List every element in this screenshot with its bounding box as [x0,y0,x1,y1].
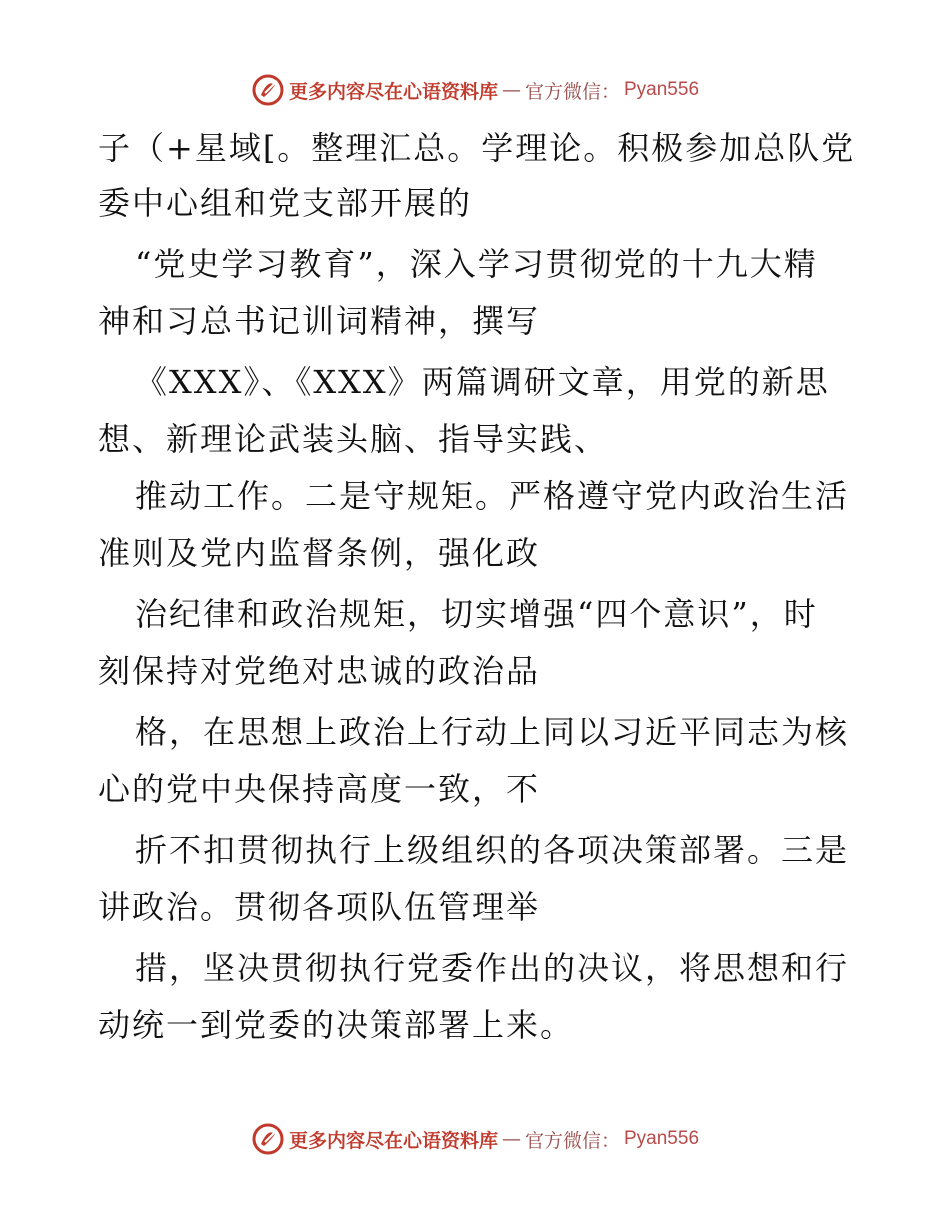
text-line: 委中心组和党支部开展的 [98,184,473,222]
watermark-dash: — [501,79,521,101]
text-line: 刻保持对党绝对忠诚的政治品 [98,652,541,690]
watermark-brand: 更多内容尽在心语资料库 [288,80,498,103]
text-line: 讲政治。贯彻各项队伍管理举 [98,888,541,926]
text-line: 准则及党内监督条例，强化政 [98,534,541,572]
watermark-label: 官方微信： [524,1129,620,1152]
footer-watermark [0,1119,950,1159]
watermark-label: 官方微信： [524,80,620,103]
logo-icon [251,1122,285,1156]
watermark-brand: 更多内容尽在心语资料库 [288,1129,498,1152]
text-line: “党史学习教育”，深入学习贯彻党的十九大精 [135,245,818,283]
logo-icon [251,73,285,107]
header-watermark [0,70,950,110]
watermark-content [251,1122,699,1156]
watermark-dash: — [501,1128,521,1150]
text-line: 神和习总书记训词精神，撰写 [98,302,541,340]
text-line: 措，坚决贯彻执行党委作出的决议，将思想和行 [135,949,850,987]
text-line: 推动工作。二是守规矩。严格遵守党内政治生活 [135,477,850,515]
text-line: 想、新理论武装头脑、指导实践、 [98,420,609,458]
text-line: 子（+星域[。整理汇总。学理论。积极参加总队党 [98,129,856,167]
watermark-content [251,73,699,107]
text-line: 治纪律和政治规矩，切实增强“四个意识”，时 [135,595,818,633]
text-line: 折不扣贯彻执行上级组织的各项决策部署。三是 [135,831,850,869]
watermark-id: Pyan556 [624,79,700,100]
text-line: 格，在思想上政治上行动上同以习近平同志为核 [135,713,850,751]
text-line: 心的党中央保持高度一致，不 [98,770,541,808]
text-line: 动统一到党委的决策部署上来。 [98,1006,575,1044]
text-line: 《XXX》、《XXX》两篇调研文章，用党的新思 [135,363,830,401]
watermark-id: Pyan556 [624,1128,700,1149]
